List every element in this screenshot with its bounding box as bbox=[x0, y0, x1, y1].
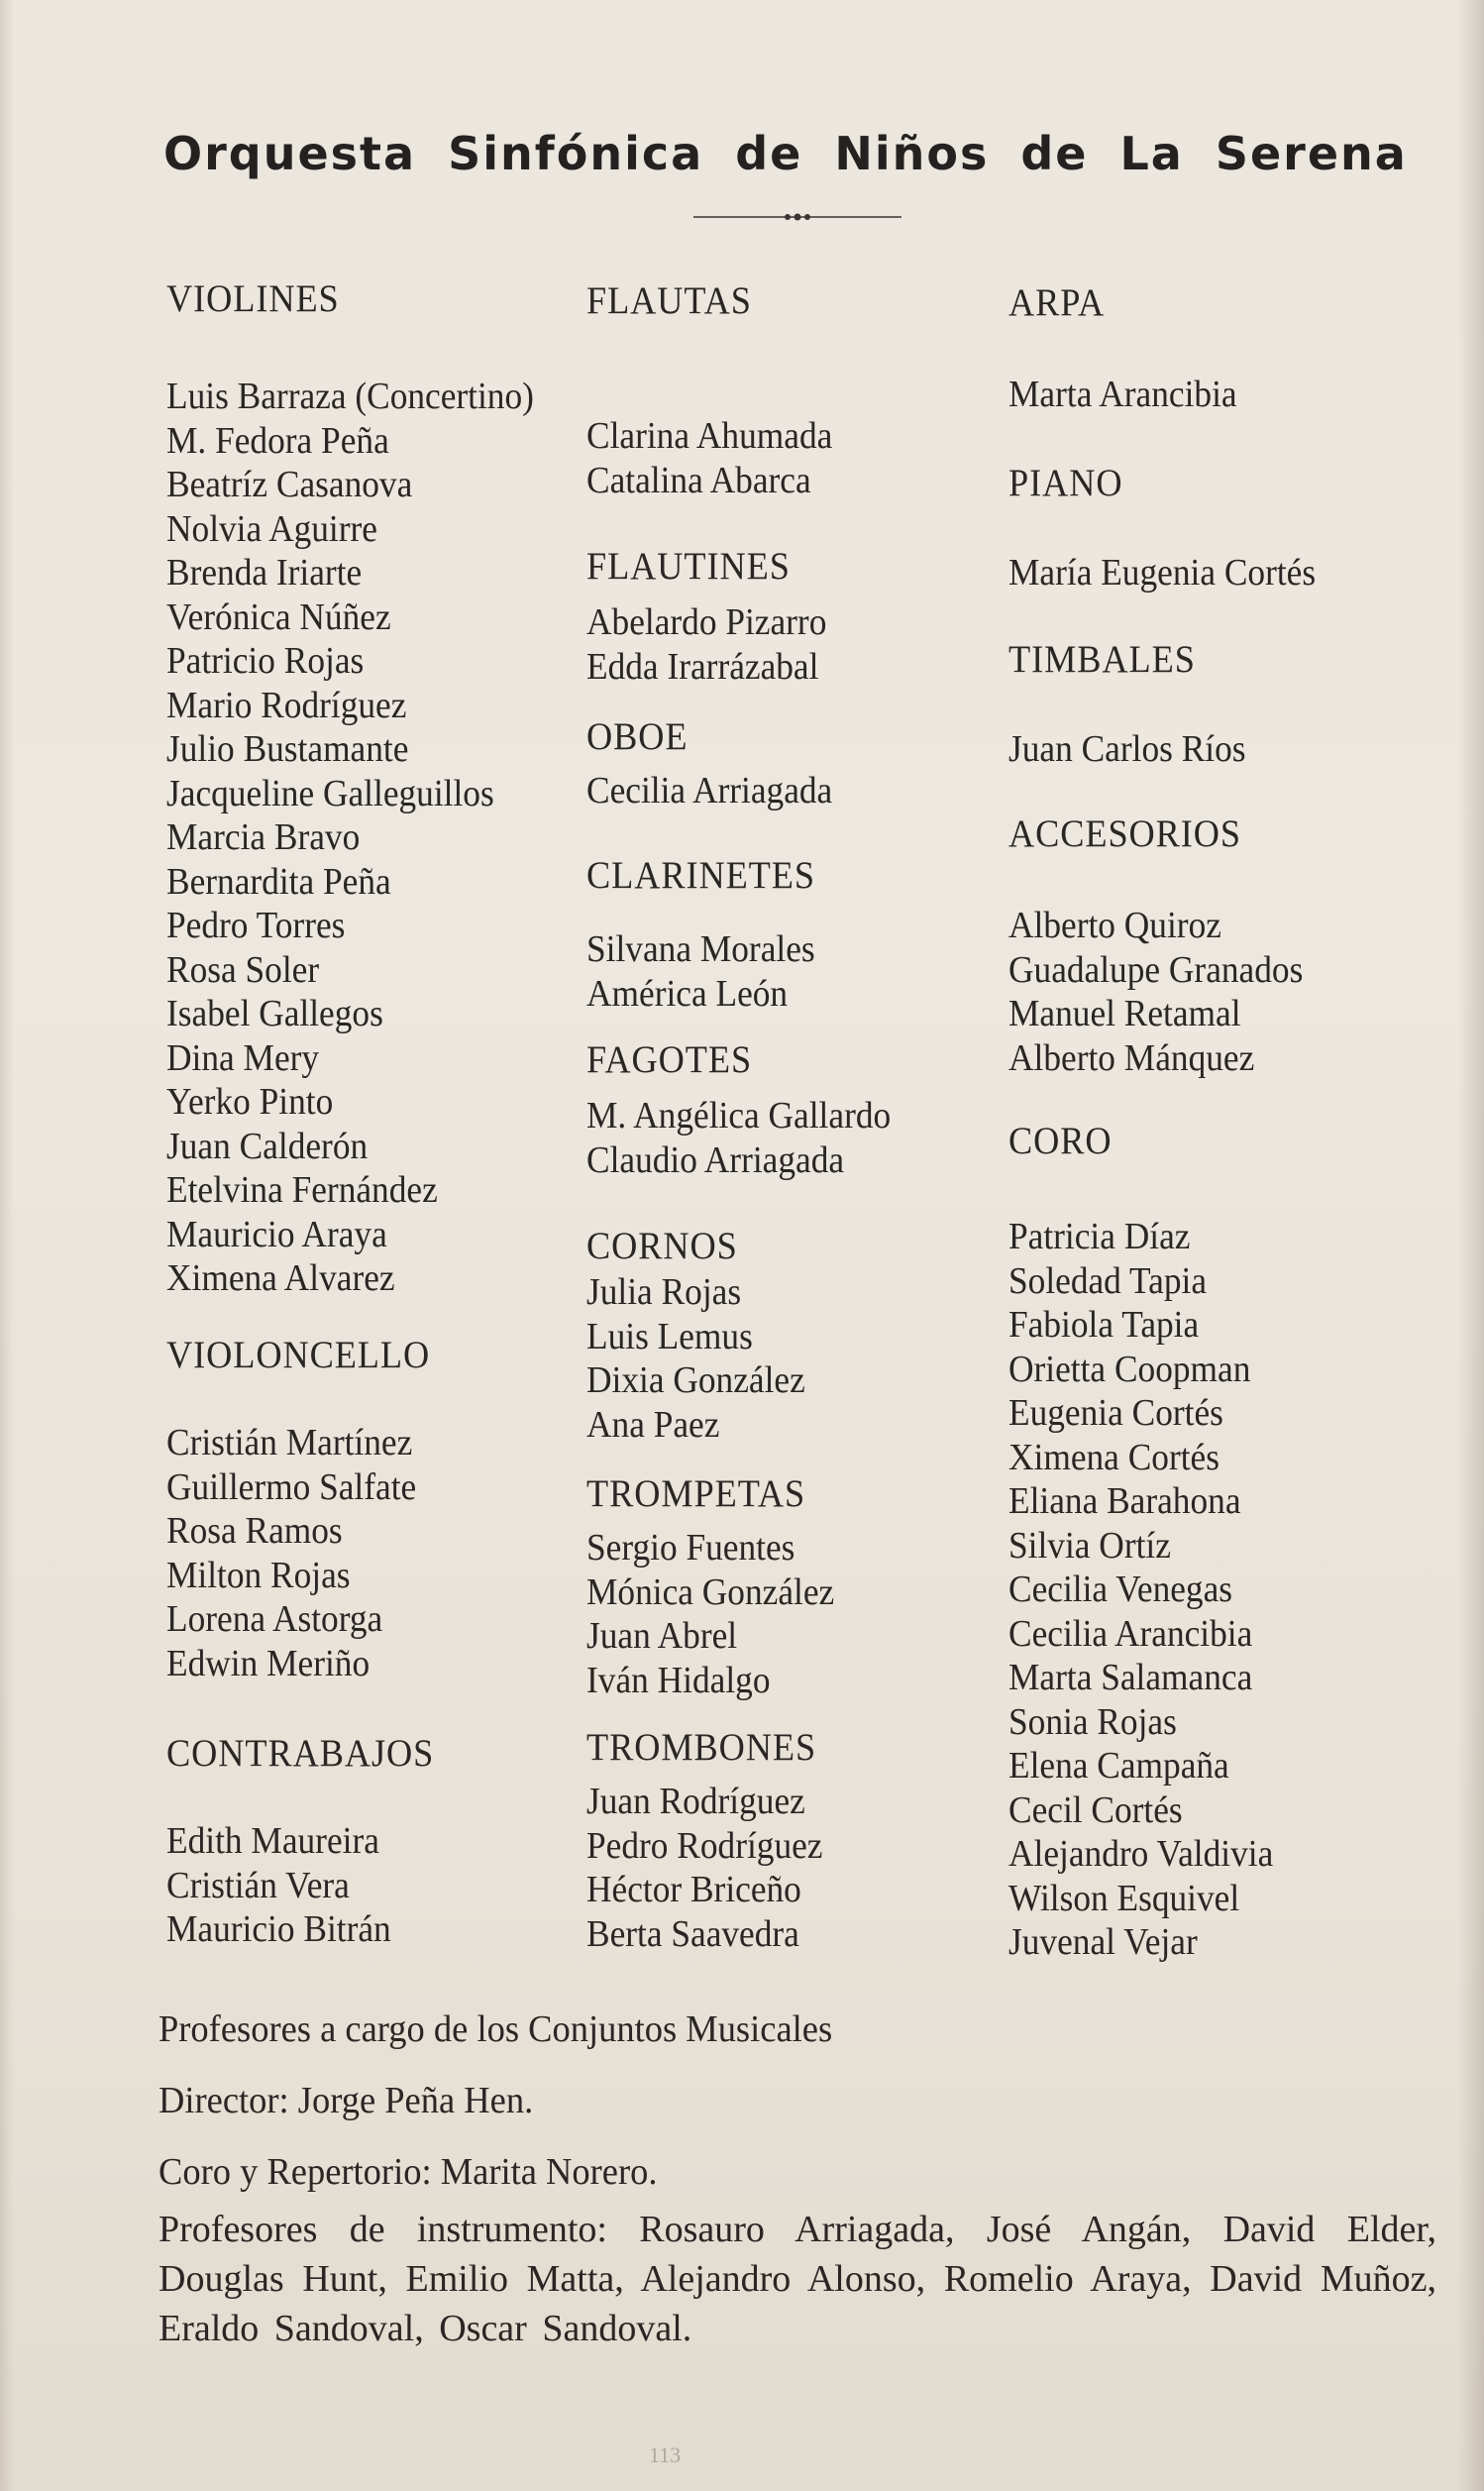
roster-name: Guadalupe Granados bbox=[1008, 948, 1304, 991]
roster-name: Eugenia Cortés bbox=[1008, 1392, 1223, 1434]
section-heading-flautas: FLAUTAS bbox=[586, 279, 752, 322]
roster-name: Luis Barraza (Concertino) bbox=[166, 376, 534, 417]
roster-name: Yerko Pinto bbox=[166, 1081, 334, 1123]
roster-name: Ximena Alvarez bbox=[166, 1257, 395, 1299]
roster-name: Pedro Rodríguez bbox=[586, 1824, 823, 1867]
roster-name: María Eugenia Cortés bbox=[1008, 552, 1317, 594]
roster-name: Nolvia Aguirre bbox=[166, 507, 377, 550]
roster-name: Cecilia Venegas bbox=[1008, 1569, 1233, 1610]
roster-name: Cristián Vera bbox=[166, 1864, 350, 1906]
roster-name: Etelvina Fernández bbox=[166, 1169, 438, 1211]
roster-name: Elena Campaña bbox=[1008, 1745, 1229, 1787]
roster-name: Edwin Meriño bbox=[166, 1642, 371, 1684]
roster-name: Cristián Martínez bbox=[166, 1422, 413, 1463]
section-heading-oboe: OBOE bbox=[586, 715, 689, 758]
roster-name: Mauricio Bitrán bbox=[166, 1908, 391, 1950]
roster-name: Wilson Esquivel bbox=[1008, 1877, 1240, 1919]
roster-name: Guillermo Salfate bbox=[166, 1465, 417, 1508]
roster-name: Marta Salamanca bbox=[1008, 1657, 1253, 1698]
title-ornament-divider bbox=[693, 212, 901, 222]
roster-name: Iván Hidalgo bbox=[586, 1659, 771, 1701]
footer-coro-repertorio: Coro y Repertorio: Marita Norero. bbox=[159, 2151, 658, 2193]
section-heading-clarinetes: CLARINETES bbox=[586, 854, 815, 897]
roster-name: Luis Lemus bbox=[586, 1315, 753, 1357]
roster-name: Clarina Ahumada bbox=[586, 415, 833, 457]
roster-name: Fabiola Tapia bbox=[1008, 1304, 1200, 1346]
section-heading-flautines: FLAUTINES bbox=[586, 545, 791, 588]
roster-name: Julio Bustamante bbox=[166, 728, 409, 770]
roster-name: M. Fedora Peña bbox=[166, 419, 389, 462]
roster-name: Verónica Núñez bbox=[166, 596, 391, 638]
section-heading-trombones: TROMBONES bbox=[586, 1726, 817, 1769]
roster-name: Sonia Rojas bbox=[1008, 1700, 1177, 1743]
roster-name: Milton Rojas bbox=[166, 1554, 351, 1596]
roster-name: Jacqueline Galleguillos bbox=[166, 772, 494, 814]
roster-name: Juan Abrel bbox=[586, 1615, 738, 1657]
section-heading-contrabajos: CONTRABAJOS bbox=[166, 1732, 435, 1775]
page-left-edge-shadow bbox=[0, 0, 14, 2491]
roster-name: Héctor Briceño bbox=[586, 1869, 801, 1910]
roster-name: Mauricio Araya bbox=[166, 1213, 387, 1255]
footer-profesores-conjuntos: Profesores a cargo de los Conjuntos Musicales bbox=[159, 2008, 833, 2050]
roster-name: Ana Paez bbox=[586, 1403, 720, 1446]
roster-name: Rosa Soler bbox=[166, 948, 320, 991]
roster-name: Isabel Gallegos bbox=[166, 993, 383, 1034]
section-heading-violoncello: VIOLONCELLO bbox=[166, 1334, 431, 1376]
section-heading-fagotes: FAGOTES bbox=[586, 1038, 753, 1081]
roster-name: M. Angélica Gallardo bbox=[586, 1095, 892, 1137]
archive-stamp-number: 113 bbox=[649, 2442, 682, 2467]
roster-name: Bernardita Peña bbox=[166, 860, 391, 903]
page-right-edge-shadow bbox=[1458, 0, 1484, 2491]
roster-name: Silvana Morales bbox=[586, 928, 815, 970]
section-heading-coro: CORO bbox=[1008, 1120, 1113, 1162]
roster-name: Mónica González bbox=[586, 1570, 835, 1613]
roster-name: Dixia González bbox=[586, 1359, 805, 1401]
roster-name: Berta Saavedra bbox=[586, 1912, 799, 1955]
section-heading-accesorios: ACCESORIOS bbox=[1008, 812, 1242, 855]
roster-name: Alberto Mánquez bbox=[1008, 1036, 1255, 1079]
roster-name: Ximena Cortés bbox=[1008, 1436, 1219, 1478]
roster-name: Marta Arancibia bbox=[1008, 374, 1237, 415]
roster-name: Juan Calderón bbox=[166, 1125, 369, 1167]
roster-name: Soledad Tapia bbox=[1008, 1259, 1208, 1302]
roster-name: Julia Rojas bbox=[586, 1271, 742, 1313]
roster-name: Manuel Retamal bbox=[1008, 993, 1241, 1034]
roster-name: Brenda Iriarte bbox=[166, 552, 363, 594]
section-heading-piano: PIANO bbox=[1008, 462, 1123, 504]
roster-name: Patricia Díaz bbox=[1008, 1216, 1191, 1257]
roster-name: Cecilia Arriagada bbox=[586, 770, 833, 812]
roster-name: Beatríz Casanova bbox=[166, 464, 413, 505]
roster-name: Eliana Barahona bbox=[1008, 1480, 1241, 1522]
roster-name: Orietta Coopman bbox=[1008, 1348, 1251, 1390]
roster-name: Cecil Cortés bbox=[1008, 1788, 1183, 1831]
roster-name: Juan Carlos Ríos bbox=[1008, 728, 1246, 770]
footer-profesores-instrumento: Profesores de instrumento: Rosauro Arriagada, José Angán, David Elder, Douglas Hunt, Emilio Matta, Alejandro Alonso, Romelio Araya, David Muñoz, Eraldo Sandoval, Oscar Sandoval. bbox=[159, 2209, 1436, 2349]
roster-name: Marcia Bravo bbox=[166, 816, 361, 858]
roster-name: Juan Rodríguez bbox=[586, 1781, 805, 1822]
roster-name: Pedro Torres bbox=[166, 905, 346, 946]
roster-name: Edda Irarrázabal bbox=[586, 645, 819, 688]
section-heading-trompetas: TROMPETAS bbox=[586, 1472, 806, 1515]
roster-name: Alejandro Valdivia bbox=[1008, 1833, 1274, 1875]
section-heading-timbales: TIMBALES bbox=[1008, 638, 1196, 681]
roster-name: Silvia Ortíz bbox=[1008, 1524, 1171, 1567]
roster-name: Cecilia Arancibia bbox=[1008, 1612, 1253, 1655]
roster-name: América León bbox=[586, 972, 789, 1015]
roster-name: Patricio Rojas bbox=[166, 640, 365, 682]
roster-name: Edith Maureira bbox=[166, 1820, 379, 1862]
roster-name: Sergio Fuentes bbox=[586, 1527, 795, 1569]
section-heading-cornos: CORNOS bbox=[586, 1225, 738, 1267]
roster-name: Claudio Arriagada bbox=[586, 1138, 845, 1181]
roster-name: Lorena Astorga bbox=[166, 1598, 383, 1640]
roster-name: Abelardo Pizarro bbox=[586, 601, 827, 643]
roster-name: Juvenal Vejar bbox=[1008, 1921, 1198, 1963]
section-heading-arpa: ARPA bbox=[1008, 281, 1106, 324]
footer-director: Director: Jorge Peña Hen. bbox=[159, 2080, 534, 2121]
roster-name: Mario Rodríguez bbox=[166, 684, 407, 726]
roster-name: Rosa Ramos bbox=[166, 1510, 343, 1552]
page-title: Orquesta Sinfónica de Niños de La Serena bbox=[163, 127, 1408, 180]
roster-name: Catalina Abarca bbox=[586, 459, 811, 501]
roster-name: Alberto Quiroz bbox=[1008, 905, 1221, 946]
roster-name: Dina Mery bbox=[166, 1036, 320, 1079]
section-heading-violines: VIOLINES bbox=[166, 277, 340, 320]
